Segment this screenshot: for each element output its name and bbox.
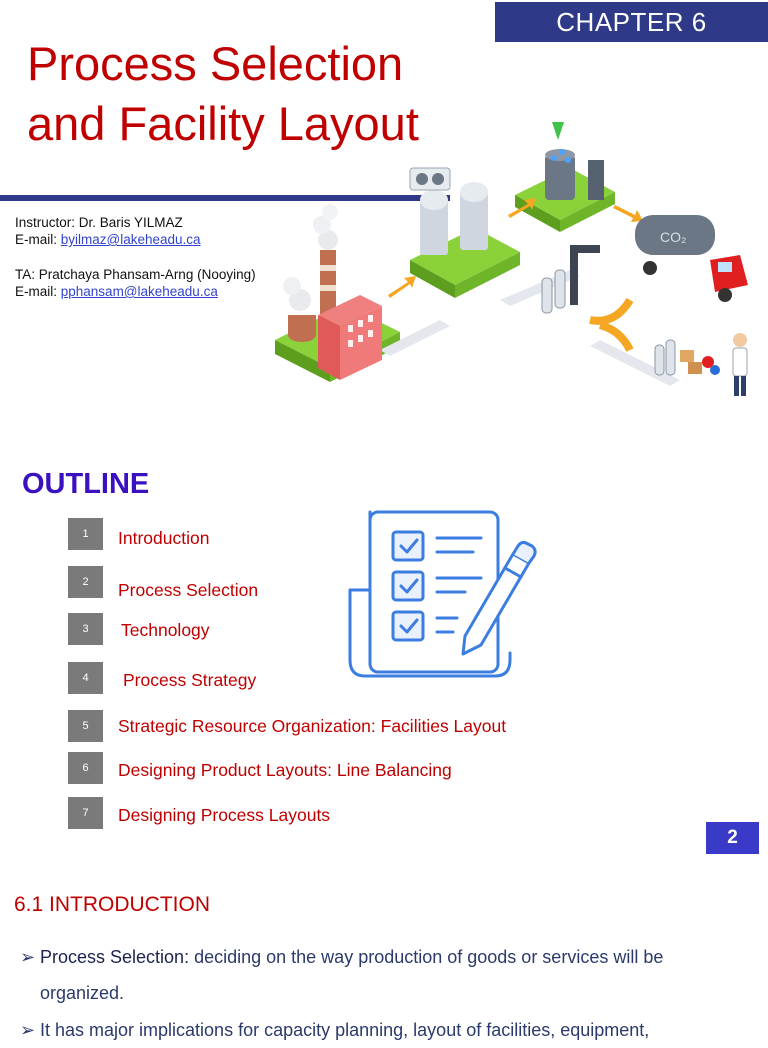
ta-info (15, 266, 256, 300)
svg-text:CO₂: CO₂ (660, 229, 687, 245)
outline-num-1: 1 (68, 518, 103, 550)
outline-num-4: 4 (68, 662, 103, 694)
outline-item-process-selection: Process Selection (118, 580, 259, 600)
title-line-1: Process Selection (27, 37, 404, 90)
bullet-process-selection (20, 939, 750, 1011)
outline-item-process-layouts: Designing Process Layouts (118, 805, 331, 825)
instructor-email-label: E-mail: (15, 232, 61, 247)
bullet-arrow-icon: ➢ (20, 947, 36, 967)
outline-item-process-strategy: Process Strategy (123, 670, 257, 690)
title-line-2: and Facility Layout (27, 97, 419, 150)
instructor-email-link[interactable]: byilmaz@lakeheadu.ca (60, 232, 201, 247)
bullet-implications (20, 1012, 750, 1048)
outline-heading: OUTLINE (22, 468, 150, 500)
bullet-text-2: It has major implications for capacity planning, layout of facilities, equipment, (40, 1020, 650, 1040)
outline-num-3: 3 (68, 613, 103, 645)
ta-name: TA: Pratchaya Phansam-Arng (Nooying) (15, 267, 256, 282)
outline-num-6: 6 (68, 752, 103, 784)
bullet-term: Process Selection: (40, 947, 190, 967)
bullet-arrow-icon: ➢ (20, 1020, 36, 1040)
outline-num-5: 5 (68, 710, 103, 742)
outline-item-facilities-layout: Strategic Resource Organization: Facilities Layout (118, 716, 507, 736)
bullet-continuation: organized. (40, 983, 125, 1003)
instructor-email-row (15, 231, 201, 248)
outline-item-introduction: Introduction (118, 528, 210, 548)
checklist-clipboard-icon (345, 508, 540, 686)
ta-email-link[interactable]: pphansam@lakeheadu.ca (60, 284, 218, 299)
outline-item-technology: Technology (121, 620, 210, 640)
section-heading: 6.1 INTRODUCTION (14, 893, 211, 916)
bullet-text: deciding on the way production of goods or services will be (189, 947, 664, 967)
page-number-badge: 2 (706, 822, 759, 854)
outline-num-2: 2 (68, 566, 103, 598)
chapter-badge: CHAPTER 6 (495, 2, 768, 42)
instructor-name: Instructor: Dr. Baris YILMAZ (15, 215, 183, 230)
ta-email-row (15, 283, 256, 300)
outline-num-7: 7 (68, 797, 103, 829)
ta-email-label: E-mail: (15, 284, 61, 299)
carbon-capture-factory-illustration (270, 100, 768, 420)
instructor-info (15, 214, 201, 248)
outline-item-line-balancing: Designing Product Layouts: Line Balancing (118, 760, 452, 780)
